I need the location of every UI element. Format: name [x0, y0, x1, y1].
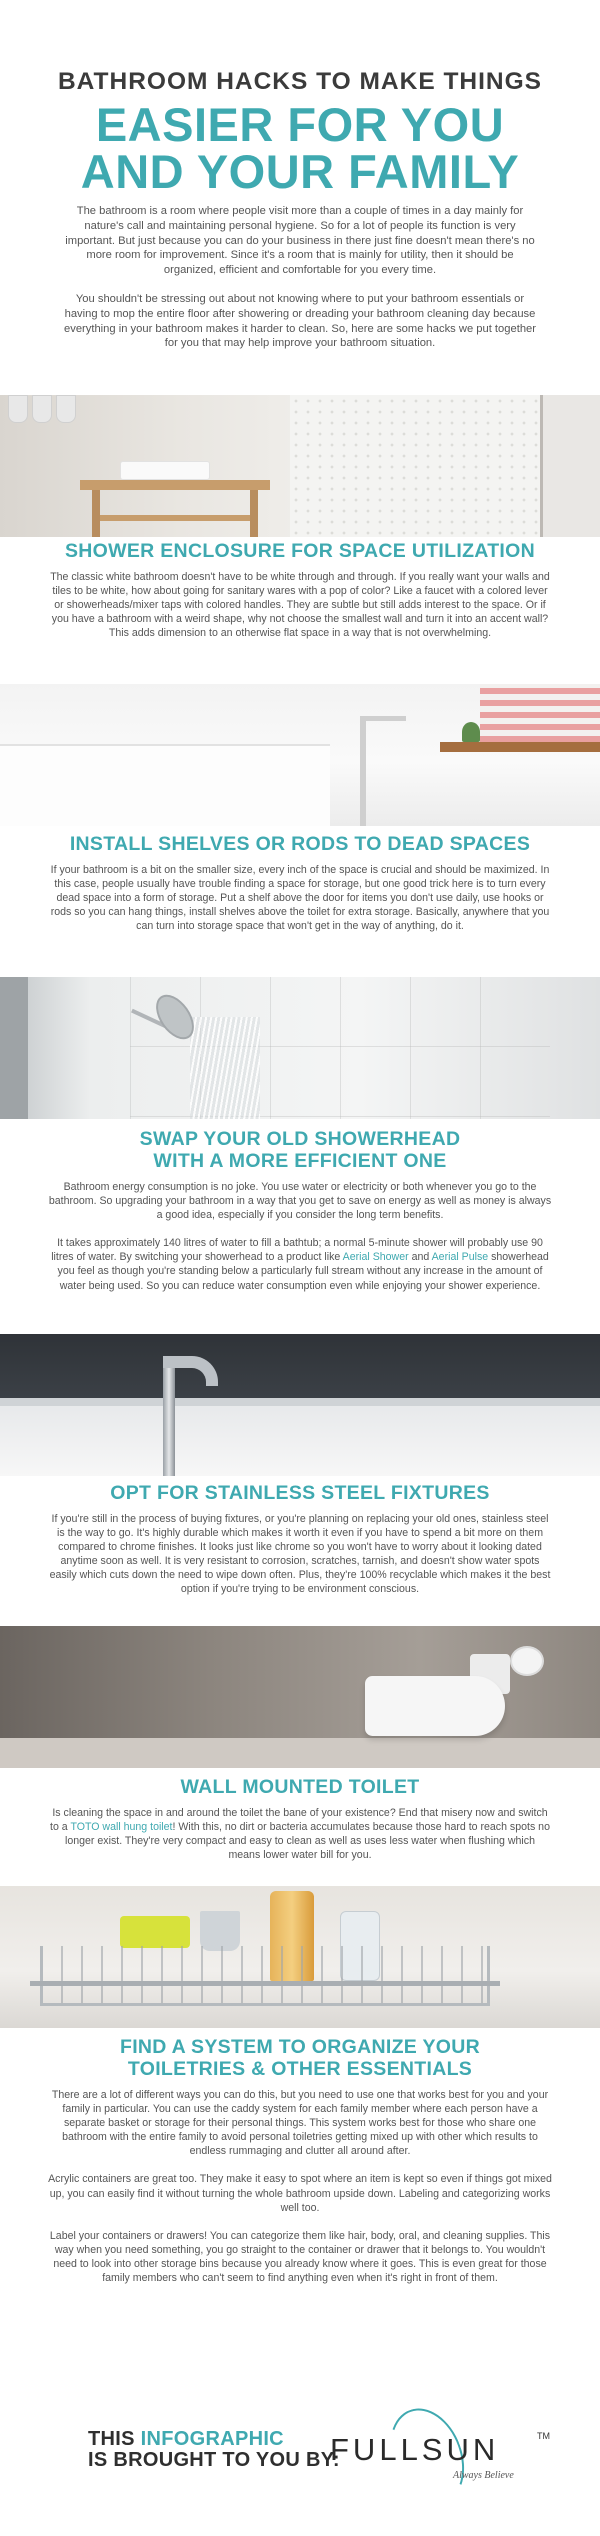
jar	[32, 395, 52, 423]
bathtub	[0, 744, 330, 826]
section-paragraph	[48, 1806, 552, 1862]
intro-paragraph: The bathroom is a room where people visit more than a couple of times in a day mainly for nature's call and maintaining personal hygiene. So for a lot of people its function is very important. But just because you can do your business in there just fine doesn't mean there's no more room for improvement. Since it's a room that is mainly for utility, then it should be organized, efficient and comfortable for you every time.	[65, 205, 535, 277]
section-body	[0, 1512, 600, 1597]
stainless-faucet-photo	[0, 1334, 600, 1476]
faucet-neck	[163, 1356, 218, 1386]
section-title: OPT FOR STAINLESS STEEL FIXTURES	[110, 1482, 490, 1504]
vanity-leg	[250, 490, 258, 537]
section-paragraph: Bathroom energy consumption is no joke. You use water or electricity or both whenever you go to the bathroom. So upgrading your bathroom in a way that you get to save on energy as well as money is always a good idea, especially if you consider the long term benefits.	[48, 1181, 552, 1222]
section-title: SHOWER ENCLOSURE FOR SPACE UTILIZATION	[64, 540, 535, 562]
paragraph-text: showerhead you feel as though you're standing below a particularly full stream without any increase in the amount of water being used. So you can reduce water consumption even while enjoying your shower experience.	[57, 1251, 549, 1292]
section-body	[0, 1180, 600, 1293]
jar	[8, 395, 28, 423]
toilet-paper-roll	[510, 1646, 544, 1676]
white-bathtub-photo	[0, 684, 600, 826]
section-paragraph: The classic white bathroom doesn't have to be white through and through. If you really want your walls and tiles to be white, how about going for sanitary wares with a pop of color? Like a faucet with a colored lever or showerheads/mixer taps with colored handles. They are subtle but still adds interest to the space. Or if you have a bathroom with a weird shape, why not choose the smallest wall and turn it into an accent wall? This adds dimension to an otherwise flat space in a way that is not overwhelming.	[50, 571, 550, 640]
section-paragraph: If you're still in the process of buying fixtures, or you're planning on replacing your old ones, stainless steel is the way to go. It's highly durable which makes it worth it even if you have to spend a bit more on them compared to chrome finishes. It looks just like chrome so you won't have to worry about it looking dated anytime soon as well. It is very resistant to corrosion, scratches, tarnish, and doesn't show water spots easily which cuts down the need to wipe down often. Plus, they're 100% recyclable which makes it the best option if you're trying to be environment conscious.	[49, 1513, 551, 1596]
toilet-icon	[365, 1676, 505, 1736]
section-title-line2: WITH A MORE EFFICIENT ONE	[153, 1150, 447, 1172]
door	[540, 395, 600, 537]
section-title	[0, 1128, 600, 1172]
trademark: TM	[537, 2431, 550, 2441]
section-showerhead	[0, 1128, 600, 1293]
cup	[200, 1911, 240, 1951]
section-paragraph: There are a lot of different ways you can do this, but you need to use one that works best for you and your family in particular. You can use the caddy system for each family member where each person have a separate basket or storage for their personal things. This system works best for those who share one bathroom with the entire family to avoid personal toiletries getting mixed up with other which results to endless rummaging and clutter all around after.	[51, 2089, 549, 2158]
organizer-basket-photo	[0, 1886, 600, 2028]
sponsor-highlight: INFOGRAPHIC	[140, 2428, 284, 2450]
paragraph-text: Is cleaning the space in and around the toilet the bane of your existence? End that misery now and switch to a	[50, 1807, 548, 1834]
plant	[462, 722, 480, 742]
section-body	[0, 570, 600, 640]
section-shelves	[0, 833, 600, 933]
section-paragraph: Acrylic containers are great too. They make it easy to spot where an item is kept so even if things got mixed up, you can easily find it without turning the whole bathroom upside down. Labeling and categorizing works well too.	[48, 2173, 552, 2214]
section-paragraph: Label your containers or drawers! You can categorize them like hair, body, oral, and cleaning supplies. This way when you need something, you go straight to the container or drawer that it belongs to. You wouldn't need to look into other storage bins because you already know where it goes. This is even great for those family members who can't seem to find anything even when it's right in front of them.	[49, 2229, 551, 2285]
sponsor-text: IS BROUGHT TO YOU BY:	[88, 2449, 340, 2471]
showerhead-photo	[0, 977, 600, 1119]
page-title	[0, 98, 600, 198]
fullsun-logo: FULLSUN	[330, 2432, 500, 2467]
section-title-line1: FIND A SYSTEM TO ORGANIZE YOUR	[119, 2036, 481, 2058]
wire-basket	[40, 1946, 490, 2006]
vanity-shelf	[100, 515, 250, 521]
vanity-leg	[92, 490, 100, 537]
wood-vanity	[80, 480, 270, 490]
sponsor-line	[88, 2429, 340, 2471]
logo-tagline: Always Believe	[453, 2470, 514, 2481]
section-shower-enclosure	[0, 540, 600, 640]
section-body	[0, 2088, 600, 2285]
section-paragraph: If your bathroom is a bit on the smaller size, every inch of the space is crucial and should be maximized. In this case, people usually have trouble finding a space for storage, but one good trick here is to turn every dead space into a form of storage. Put a shelf above the door for items you don't use daily, use hooks or rods so you can hang things, install shelves above the toilet for extra storage. Basically, anywhere that you can turn into storage space that won't get in the way of anything, do it.	[50, 864, 550, 933]
towel-stack	[120, 461, 210, 480]
section-title: WALL MOUNTED TOILET	[180, 1776, 420, 1798]
basket-rail	[30, 1981, 500, 1986]
section-title-line2: TOILETRIES & OTHER ESSENTIALS	[127, 2058, 473, 2080]
section-organize	[0, 2036, 600, 2285]
sponge	[120, 1916, 190, 1948]
header	[0, 0, 600, 395]
aerial-shower-link[interactable]: Aerial Shower	[342, 1251, 409, 1264]
faucet	[360, 716, 366, 826]
paragraph-text: It takes approximately 140 litres of water to fill a bathtub; a normal 5-minute shower will probably use 90 litres of water. By switching your showerhead to a product like	[51, 1237, 543, 1264]
aerial-pulse-link[interactable]: Aerial Pulse	[431, 1251, 489, 1264]
wall-hung-toilet-photo	[0, 1626, 600, 1768]
toto-toilet-link[interactable]: TOTO wall hung toilet	[70, 1821, 173, 1834]
section-body	[0, 1806, 600, 1862]
sink-ledge	[0, 1398, 600, 1406]
water-stream	[190, 1017, 260, 1119]
towel-stack	[480, 684, 600, 742]
floor	[0, 1738, 600, 1768]
section-title: INSTALL SHELVES OR RODS TO DEAD SPACES	[69, 833, 531, 855]
sponsor-text: THIS	[88, 2428, 141, 2450]
hex-tile-wall	[290, 395, 540, 537]
page-title-line1: EASIER FOR YOU	[95, 98, 505, 151]
section-title	[0, 2036, 600, 2080]
wall-pillar	[0, 977, 28, 1119]
faucet-spout	[360, 716, 406, 721]
paragraph-text: and	[408, 1251, 432, 1264]
page-title-line2: AND YOUR FAMILY	[80, 145, 520, 198]
footer	[0, 2345, 600, 2536]
intro-paragraph: You shouldn't be stressing out about not knowing where to put your bathroom essentials or having to mop the entire floor after showering or dreading your bathroom cleaning day because everything in your bathroom makes it harder to clean. So, here are some hacks we put together for you that may help improve your bathroom situation.	[64, 292, 536, 350]
section-wall-toilet	[0, 1776, 600, 1862]
page-kicker: BATHROOM HACKS TO MAKE THINGS	[57, 68, 543, 95]
jar	[56, 395, 76, 423]
section-stainless-steel	[0, 1482, 600, 1597]
paragraph-text: ! With this, no dirt or bacteria accumulates because those hard to reach spots no longer exist. They're very compact and easy to clean as well as uses less water when flushing which means lower water bill for you.	[65, 1821, 550, 1862]
section-paragraph	[48, 1236, 552, 1292]
intro	[0, 204, 600, 351]
wood-shelf	[440, 742, 600, 752]
section-title-line1: SWAP YOUR OLD SHOWERHEAD	[139, 1128, 461, 1150]
bathroom-vanity-photo	[0, 395, 600, 537]
section-body	[0, 863, 600, 933]
